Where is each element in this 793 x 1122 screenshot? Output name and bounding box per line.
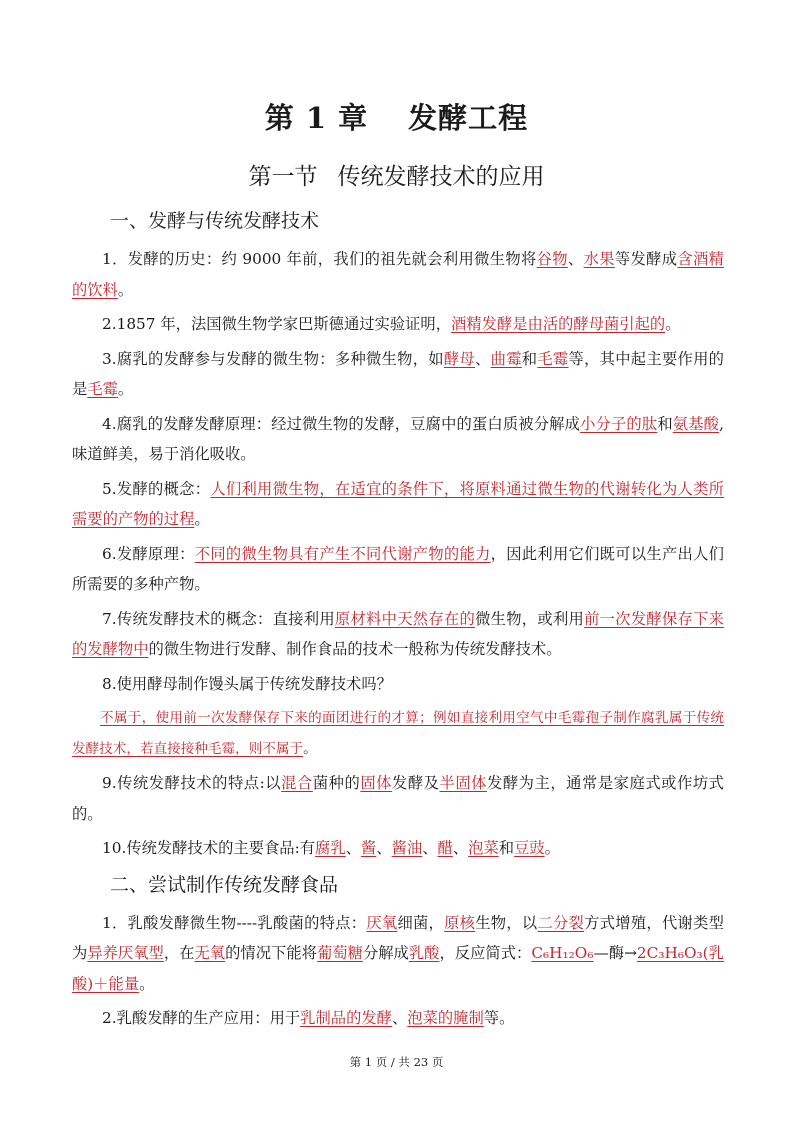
chapter-title xyxy=(0,96,793,137)
part2-heading: 二、尝试制作传统发酵食品 xyxy=(110,873,339,896)
underlined-answer: 毛霉 xyxy=(87,380,118,398)
text-segment: 、 xyxy=(376,839,392,857)
underlined-answer: 含酒精的饮料 xyxy=(72,250,724,299)
paragraph xyxy=(72,908,724,1000)
text-segment: 发酵及 xyxy=(392,774,440,792)
text-segment: 菌种的 xyxy=(312,774,361,792)
part2-paragraphs xyxy=(72,908,724,1034)
paragraph xyxy=(72,669,724,700)
text-segment: 10.传统发酵技术的主要食品:有 xyxy=(102,839,316,857)
underlined-answer: 乳酸 xyxy=(408,944,440,962)
text-segment: 4.腐乳的发酵发酵原理：经过微生物的发酵，豆腐中的蛋白质被分解成 xyxy=(102,414,581,433)
underlined-answer: 原核 xyxy=(444,913,476,932)
text-segment: 细菌， xyxy=(397,913,445,932)
text-segment: 等，其中起主要作用的是 xyxy=(72,349,724,398)
underlined-answer: 酱油 xyxy=(391,839,423,857)
text-segment: 的情况下能将 xyxy=(225,944,317,962)
text-segment: 分解成 xyxy=(362,944,409,962)
underlined-answer: C₆H₁₂O₆ xyxy=(531,944,594,962)
text-segment: 5.发酵的概念： xyxy=(102,479,211,498)
paragraph xyxy=(72,309,724,340)
text-segment: 。 xyxy=(303,740,317,757)
text-segment: ，在 xyxy=(163,944,195,962)
page-footer: 第 1 页 / 共 23 页 xyxy=(349,1055,444,1069)
section-number: 第一节 xyxy=(248,164,318,190)
underlined-answer: 人们利用微生物，在适宜的条件下，将原料通过微生物的代谢转化为人类所需要的产物的过程 xyxy=(72,479,724,528)
text-segment: 6.发酵原理： xyxy=(102,544,195,563)
underlined-answer: 水果 xyxy=(583,250,615,268)
underlined-answer: 固体 xyxy=(360,774,392,792)
text-segment: 3.腐乳的发酵参与发酵的微生物：多种微生物，如 xyxy=(102,349,444,368)
underlined-answer: 乳制品的发酵 xyxy=(300,1009,392,1027)
text-segment: ，因此利用它们既可以生产出人们所需要的多种产物。 xyxy=(72,544,724,593)
section-name: 传统发酵技术的应用 xyxy=(337,164,545,190)
text-segment: 、 xyxy=(345,839,361,857)
underlined-answer: 曲霉 xyxy=(490,349,522,368)
text-segment: —酶→ xyxy=(593,944,637,962)
paragraph xyxy=(72,768,724,829)
underlined-answer: 异养厌氧型 xyxy=(87,944,164,962)
underlined-answer: 不属于，使用前一次发酵保存下来的面团进行的才算；例如直接利用空气中毛霉孢子制作腐乳属于传统发酵技术，若直接接种毛霉，则不属于 xyxy=(72,710,724,757)
text-segment: 。 xyxy=(139,974,155,993)
underlined-answer: 腐乳 xyxy=(315,839,346,857)
underlined-answer: 泡菜 xyxy=(468,839,499,857)
text-segment: 微生物，或利用 xyxy=(475,609,585,628)
chapter-name: 发酵工程 xyxy=(408,101,529,135)
chapter-number: 第 1 章 xyxy=(264,101,369,135)
answer-paragraph xyxy=(72,703,724,764)
underlined-answer: 厌氧 xyxy=(366,913,398,932)
underlined-answer: 醋 xyxy=(437,839,453,857)
underlined-answer: 酵母 xyxy=(443,349,476,368)
underlined-answer: 半固体 xyxy=(439,774,487,792)
section-title xyxy=(0,158,793,191)
text-segment: 1．发酵的历史：约 9000 年前，我们的祖先就会利用微生物将 xyxy=(102,250,537,268)
text-segment: 等。 xyxy=(483,1009,515,1027)
text-segment: 等发酵成 xyxy=(614,250,678,268)
document-body xyxy=(72,204,724,1038)
paragraph xyxy=(72,344,724,405)
underlined-answer: 谷物 xyxy=(536,250,568,268)
text-segment: 9.传统发酵技术的特点:以 xyxy=(102,774,282,792)
text-segment: 7.传统发酵技术的概念：直接利用 xyxy=(102,609,335,628)
text-segment: 和 xyxy=(657,414,673,433)
underlined-answer: 葡萄糖 xyxy=(316,944,363,962)
underlined-answer: 毛霉 xyxy=(537,349,569,368)
underlined-answer: 前一次发酵保存下来的发酵物中 xyxy=(72,609,724,658)
text-segment: 、 xyxy=(391,1009,408,1027)
text-segment: 、 xyxy=(452,839,469,857)
text-segment: 生物，以 xyxy=(475,913,538,932)
text-segment: ,味道鲜美，易于消化吸收。 xyxy=(72,414,724,463)
underlined-answer: 不同的微生物具有产生不同代谢产物的能力 xyxy=(194,544,491,563)
text-segment: 。 xyxy=(665,315,681,333)
paragraph xyxy=(72,244,724,305)
text-segment: 方式增殖，代谢类型为 xyxy=(72,913,724,962)
text-segment: ，反应简式： xyxy=(439,944,532,962)
part1-paragraphs xyxy=(72,244,724,864)
paragraph xyxy=(72,1003,724,1034)
paragraph xyxy=(72,604,724,665)
underlined-answer: 氨基酸 xyxy=(672,414,720,433)
text-segment: 。 xyxy=(117,380,134,398)
underlined-answer: 无氧 xyxy=(194,944,226,962)
underlined-answer: 豆豉 xyxy=(514,839,545,857)
text-segment: 。 xyxy=(544,839,560,857)
text-segment: 、 xyxy=(567,250,584,268)
text-segment: 发酵为主，通常是家庭式或作坊式的。 xyxy=(72,774,724,823)
text-segment: 和 xyxy=(498,839,515,857)
text-segment: 。 xyxy=(117,280,134,299)
underlined-answer: 混合 xyxy=(281,774,313,792)
text-segment: 2.乳酸发酵的生产应用：用于 xyxy=(102,1009,301,1027)
paragraph xyxy=(72,409,724,470)
text-segment: 的微生物进行发酵、制作食品的技术一般称为传统发酵技术。 xyxy=(148,640,562,658)
text-segment: 、 xyxy=(475,349,491,368)
text-segment: 2.1857 年，法国微生物学家巴斯德通过实验证明， xyxy=(102,315,452,333)
text-segment: 1．乳酸发酵微生物----乳酸菌的特点： xyxy=(102,913,367,932)
text-segment: 、 xyxy=(422,839,438,857)
underlined-answer: 酱 xyxy=(360,839,377,857)
part1-heading: 一、发酵与传统发酵技术 xyxy=(110,210,320,232)
underlined-answer: 泡菜的腌制 xyxy=(407,1009,484,1027)
text-segment: 8.使用酵母制作馒头属于传统发酵技术吗？ xyxy=(102,674,392,693)
paragraph xyxy=(72,833,724,864)
underlined-answer: 小分子的肽 xyxy=(580,414,658,433)
underlined-answer: 2C₃H₆O₃(乳酸)＋能量 xyxy=(72,944,724,993)
underlined-answer: 原材料中天然存在的 xyxy=(334,609,476,628)
text-segment: 和 xyxy=(521,349,538,368)
underlined-answer: 酒精发酵是由活的酵母菌引起的 xyxy=(451,315,666,333)
text-segment: 。 xyxy=(194,510,210,528)
underlined-answer: 二分裂 xyxy=(537,913,585,932)
paragraph xyxy=(72,539,724,600)
paragraph xyxy=(72,474,724,535)
